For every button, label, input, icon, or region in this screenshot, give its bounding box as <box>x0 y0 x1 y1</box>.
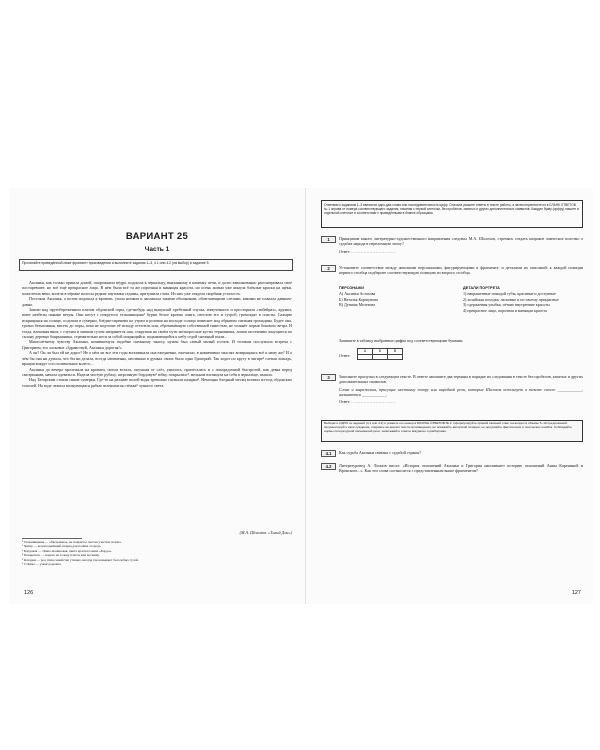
characters-header: ПЕРСОНАЖИ <box>339 286 364 290</box>
table-instruction: Запишите в таблицу выбранные цифры под соответствующими буквами. <box>339 338 464 343</box>
character-item: А) Аксинья Астахова <box>339 291 376 297</box>
excerpt-source: (М.А. Шолохов. «Тихий Дон») <box>239 530 292 535</box>
answer-table <box>357 348 403 360</box>
footnote: ¹ Тельминщина — обветренное, не покрытое снегом участки склона. <box>22 540 122 544</box>
task-question: Как судьба Аксиньи связана с судьбой страны? <box>339 450 422 455</box>
paragraph: Над Татарским стояли синие сумерки. Где-то на разливе полой воды тревожно гагакали казарки⁵. Немощно бледный месяц вставал из-под обдонских тополей. На воде лежала волнующаяся рябью зеленоватая стёжка⁶ лунного света. <box>22 377 292 388</box>
answer-dots: ............................. <box>351 399 396 405</box>
task-number: 4.1 <box>321 450 336 457</box>
answer-cell[interactable] <box>358 354 373 360</box>
task-4-2 <box>321 463 583 474</box>
variant-title: ВАРИАНТ 25 <box>125 231 189 242</box>
paragraph: Замою над пругобереженном платом обдонской горы, где-нибудь над выпуклой хребтиной спуска, измученного и просторном «тибейраз», кружит, воют нехбезы пьяные ветры. Они несут с покрутого тельминщина¹ бурые белое кроено синта, светлою его и сугроб, громоздят в пласты. Сажарю искрящаяся на солнце, ослушая в сумерки, блёдно-сиренева по утрам и розовая на восходе солнца повиснет над обрывом снежная громадина. Будет она, грозно безмолвная, висеть до поры, пока не подточит её исподу оттепель или, обременённую собственной тяжестью, не толкнёт порыв бокового ветра. И тогда, влекомая вниз, с глухим и мягким гулом низринется она, сокрушая на своём пути мелкорослые кусты терновника, ломая застенчиво жмущиеся по склону деревца боярышника, стремительно неся за собой искрящийся, подымающийся к небу седой снежный пыли... <box>22 307 292 340</box>
details-column <box>463 286 583 313</box>
footnote: ² Чигир — водоподъёмный снаряд для полива огорода. <box>22 544 102 549</box>
detail-item: 2) хозяйская походка, ласковые и по-своему прекрасные <box>463 296 559 302</box>
detail-item: 1) накрашенные помадой губы, красивые и доступные <box>463 291 556 297</box>
task-question: Установите соответствие между женскими персонажами, фигурирующими в фрагменте, и деталями их описаний: к каждой позиции первого столбца подберите соответствующую позицию из второго столбца. <box>339 265 583 276</box>
task-4-1 <box>321 450 583 455</box>
character-item: Б) Наталья Коршунова <box>339 296 378 302</box>
details-header: ДЕТАЛИ ПОРТРЕТА <box>463 286 500 290</box>
task-1 <box>321 236 583 254</box>
task-2 <box>321 265 583 276</box>
reading-instruction: Прочитайте приведённый ниже фрагмент произведения и выполните задания 1–3, 4.1 или 4.2 (на выбор) и задание 5. <box>19 259 293 271</box>
footnote: ⁵ Казарки — род птиц семейства утиных, иногда так называют белолобых гусей. <box>22 557 139 562</box>
page-number-left: 126 <box>24 590 34 596</box>
left-page <box>9 188 305 604</box>
answer-instruction-box: Ответами к заданиям 1–3 являются одно-два слова или последовательность цифр. Сначала укажите ответы в тексте работы, а затем перенесите их в БЛАНК ОТВЕТОВ № 1 справа от номера соответствующего задания, начиная с первой клеточки, без пробелов, запятых и других дополнительных символов. Каждую букву (цифру) пишите в отдельной клеточке в соответствии с приведёнными в бланке образцами. <box>321 200 583 228</box>
choice-instruction-box: Выберите ОДНО из заданий (4.1 или 4.2) и укажите его номер в БЛАНКЕ ОТВЕТОВ № 2. Сформулируйте прямой связный ответ на вопрос в объёме 5–10 предложений. Аргументируйте свои суждения, опираясь на анализ текста произведения, не искажайте авторской позиции, не допускайте фактических и логических ошибок. Соблюдайте нормы литературной письменной речи, записывайте ответы аккуратно и разборчиво. <box>321 420 583 442</box>
task-number: 4.2 <box>321 463 336 470</box>
book-spread <box>9 188 593 604</box>
table-header-b: Б <box>373 349 388 355</box>
answer-line <box>339 249 583 254</box>
characters-column <box>339 286 459 308</box>
answer-label: Ответ: <box>339 399 352 405</box>
task-question: Принципам какого литературно-художественного направления следовал М.А. Шолохов, стремясь создать широкое эпическое полотно о судьбах народа в переломную эпоху? <box>339 236 583 247</box>
table-header-a: А <box>358 349 373 355</box>
task-example: Слова и выражения, присущие местному говору или народной речи, которые Шолохов использует в тексте своего ____________, называются ____________. <box>339 386 583 397</box>
part-title: Часть 1 <box>144 246 170 253</box>
answer-cell[interactable] <box>388 354 403 360</box>
task-question: Заполните пропуски в следующем тексте. В ответе запишите два термина в порядке их следования в тексте без пробелов, запятых и других дополнительных символов. <box>339 374 583 385</box>
paragraph: Аксинья, как только пришла домой, опорожнила вёдра, подошла к зеркальцу, вмазанному в каменку печи, и долго взволнованно рассматривала своё постаревшее, но всё ещё прекрасное лицо. В нём была всё та же порочная и манящая красота, но осень жизни уже кинула блёклые краски на щёки, пожелтила веки, вплела в чёрные волосы редкие паутинки седины, притушила глаза. Из них уже глядела скорбная усталость. <box>22 280 292 296</box>
right-page <box>307 188 593 604</box>
answer-cell[interactable] <box>373 354 388 360</box>
page-number-right: 127 <box>571 590 581 596</box>
character-item: В) Дуняша Мелехова <box>339 302 376 308</box>
task-number: 3 <box>321 374 336 381</box>
book-spine <box>305 188 306 604</box>
literary-excerpt <box>22 280 292 388</box>
task-number: 1 <box>321 236 336 243</box>
detail-item: 4) прекрасное лицо, порочная и манящая красота <box>463 307 547 313</box>
task-3 <box>321 374 583 404</box>
footnote: ⁶ Стёжка — узкая дорожка. <box>22 562 62 567</box>
answer-label-2: Ответ: <box>339 353 351 358</box>
paragraph: Многолетнему чувству Аксиньи, копившемуся подобно снежному заносу, нужен был самый малый толчок. И толчком послужила встреча с Григорием, его ласковое «Здравствуй, Аксинья дорогая!» <box>22 339 292 350</box>
task-number: 2 <box>321 265 336 272</box>
answer-dots: ............................. <box>351 248 396 254</box>
footnote: ⁴ Покрылась — надела на голову платок или косынку. <box>22 553 100 558</box>
paragraph: Постояла Аксинья, а потом подошла к кровати, упала ничком и заплакала такими обильными, облегчающими слезами, какими не плакала давным-давно. <box>22 296 292 307</box>
footnote: ³ Бордовая — тёмно-малиновая, цвета красного вина «Бордо». <box>22 548 113 553</box>
paragraph: А он? Он ли был ей не дорог? Не о нём ли все эти годы вспоминала она ежедневно, ежечасно, в навязчивых мыслях возвращаясь всё к нему же? И о чём бы она ни думала, что бы ни делала, всегда неизменно, неотвязно в думках своих было одно Григорий. Так ходит по кругу в чигире² слепая лошадь, вращая вокруг оси поливальное колесо... <box>22 350 292 367</box>
footnotes <box>22 540 292 566</box>
task-question: Литературовед А. Леонов писал: «История отношений Аксиньи и Григория напоминает историю отношений Анны Карениной и Вронского...». Как эти слова соотносятся с представленным выше фрагментом? <box>339 463 583 474</box>
answer-label: Ответ: <box>339 248 352 254</box>
table-header-v: В <box>388 349 403 355</box>
detail-item: 3) сдержанная улыбка, чёткие внутренние красоты <box>463 302 550 308</box>
footnote-divider <box>22 538 82 539</box>
answer-line <box>339 399 583 404</box>
paragraph: Аксинья до вечера пролежала на кровати, потом встала, опухшая от слёз, умылась, причесалась и с лихорадочной быстротой, как девка перед смотринами, начала одеваться. Надела чистую рубаху, шерстяную бордовую³ юбку, покрылась⁴, мельком взглянула на себя в зеркальце, вышла. <box>22 366 292 377</box>
